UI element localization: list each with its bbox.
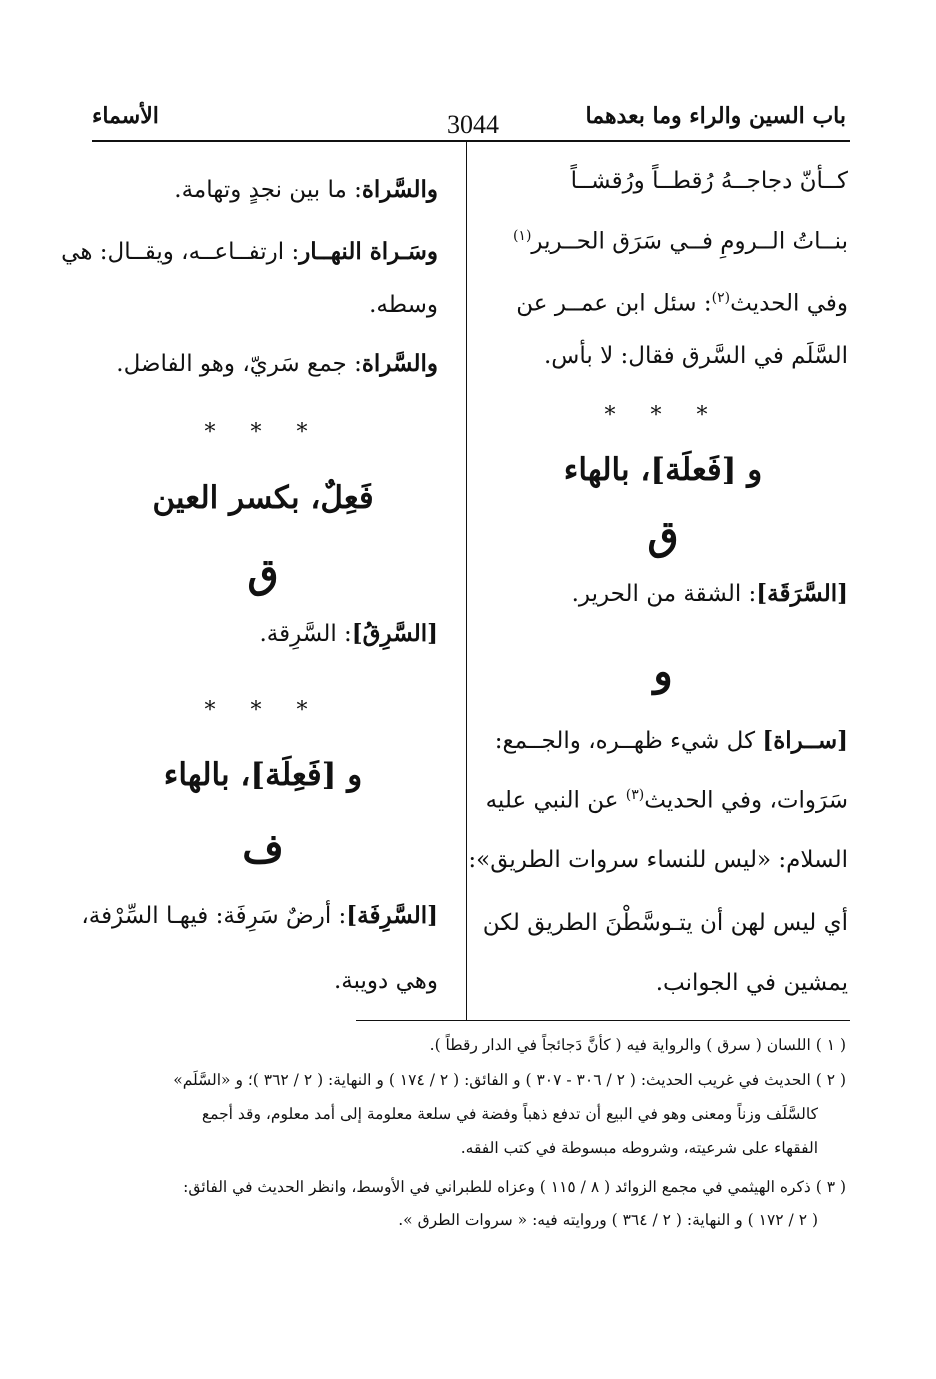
entry-definition: : أرضٌ سَرِفَة: فيهـا السِّرْفة، — [81, 903, 347, 929]
hadith-text: : سئل ابن عمــر عن — [516, 290, 712, 317]
entry-term: [السَّرَقَة] — [756, 580, 848, 607]
header-rule — [92, 140, 850, 142]
footnote-ref-2: (٢) — [711, 290, 731, 306]
entry-definition: كل شيء ظهــره، والجــمع: — [494, 728, 763, 754]
entry-sarat-najd — [88, 176, 438, 203]
footnote-3-line-2: ( ٢ / ١٧٢ ) و النهاية: ( ٢ / ٣٦٤ ) وروايته فيه: « سروات الطرق ». — [398, 1211, 818, 1229]
letter-heading: و — [653, 648, 673, 695]
entry-definition: : الشقة من الحرير. — [571, 581, 757, 607]
verse-line-1: كــأنّ دجاجــهُ رُقطــاً ورُقشــاً — [570, 168, 848, 194]
verse-text: بنــاتُ الــرومِ فــي سَرَق الحــرير — [531, 228, 848, 255]
verse-line-2 — [478, 228, 848, 255]
entry-term: [ســراة] — [762, 727, 848, 754]
entry-sarat-line-1 — [478, 727, 848, 754]
entry-sarqa — [478, 580, 848, 607]
entry-sarat-line-5: يمشين في الجوانب. — [655, 970, 848, 996]
footnote-rule — [356, 1020, 850, 1021]
entry-term: وسَـراة النهــار — [299, 238, 438, 265]
hadith-line-1 — [478, 290, 848, 317]
entry-sarat-line-4: أي ليس لهن أن يتـوسَّطْنَ الطريق لكن — [482, 910, 848, 936]
letter-heading: ق — [247, 550, 279, 597]
separator-stars: * * * — [604, 403, 722, 428]
letter-heading: ق — [647, 512, 679, 559]
entry-term: [السَّرِفَة] — [346, 902, 438, 929]
footnote-ref-3: (٣) — [625, 787, 645, 803]
entry-sarat-jam — [88, 350, 438, 377]
column-divider — [466, 142, 467, 1020]
footnote-2-line-1: ( ٢ ) الحديث في غريب الحديث: ( ٢ / ٣٠٦ - ٣٠٧ ) و الفائق: ( ٢ / ١٧٤ ) و النهاية: ( ٢ / ٣٦٢ )؛ و «السَّلَم» — [173, 1071, 846, 1089]
separator-stars: * * * — [204, 698, 322, 723]
pattern-heading: و [فَعِلَة]، بالهاء — [163, 757, 363, 793]
hadith-line-2: السَّلَم في السَّرق فقال: لا بأس. — [543, 343, 848, 369]
entry-sariq — [88, 620, 438, 647]
section-title: الأسماء — [92, 103, 159, 129]
footnote-1: ( ١ ) اللسان ( سرق ) والرواية فيه ( كأنَّ دَجائجاً في الدار رقطاً ). — [429, 1036, 846, 1054]
entry-definition: : السَّرِقة. — [259, 621, 352, 647]
footnote-ref-1: (١) — [512, 228, 532, 244]
separator-stars: * * * — [204, 420, 322, 445]
pattern-heading: و [فَعلَة]، بالهاء — [563, 452, 763, 488]
entry-sarat-nahar-line-1 — [61, 238, 438, 265]
letter-heading: ف — [242, 825, 284, 872]
pattern-heading: فَعِلٌ، بكسر العين — [152, 480, 374, 516]
entry-sarat-line-2 — [478, 787, 848, 814]
entry-definition: : ارتفــاعــه، ويقــال: هي — [61, 239, 300, 265]
entry-sarifa-line-1 — [81, 902, 438, 929]
entry-text: سَرَوات، وفي الحديث — [644, 787, 848, 814]
entry-definition: : ما بين نجدٍ وتهامة. — [174, 177, 362, 203]
entry-definition: : جمع سَريّ، وهو الفاضل. — [116, 351, 362, 377]
hadith-intro: وفي الحديث — [730, 290, 848, 317]
entry-sarifa-line-2: وهي دويبة. — [333, 968, 438, 994]
entry-term: والسَّراة — [361, 350, 438, 377]
entry-sarat-line-3: السلام: «ليس للنساء سروات الطريق»: — [468, 847, 848, 873]
entry-sarat-nahar-line-2: وسطه. — [369, 292, 438, 318]
chapter-title: باب السين والراء وما بعدهما — [585, 103, 846, 129]
entry-text: عن النبي عليه — [485, 787, 626, 814]
footnote-2-line-3: الفقهاء على شرعيته، وشروطه مبسوطة في كتب الفقه. — [460, 1139, 818, 1157]
page-number: 3044 — [447, 110, 499, 139]
footnote-3-line-1: ( ٣ ) ذكره الهيثمي في مجمع الزوائد ( ٨ / ١١٥ ) وعزاه للطبراني في الأوسط، وانظر الحديث في الفائق: — [183, 1178, 846, 1196]
footnote-2-line-2: كالسَّلَف وزناً ومعنى وهو في البيع أن تدفع ذهباً وفضة في سلعة معلومة إلى أمد معلوم، وقد أجمع — [201, 1105, 818, 1123]
entry-term: والسَّراة — [361, 176, 438, 203]
entry-term: [السَّرِقُ] — [351, 620, 438, 647]
